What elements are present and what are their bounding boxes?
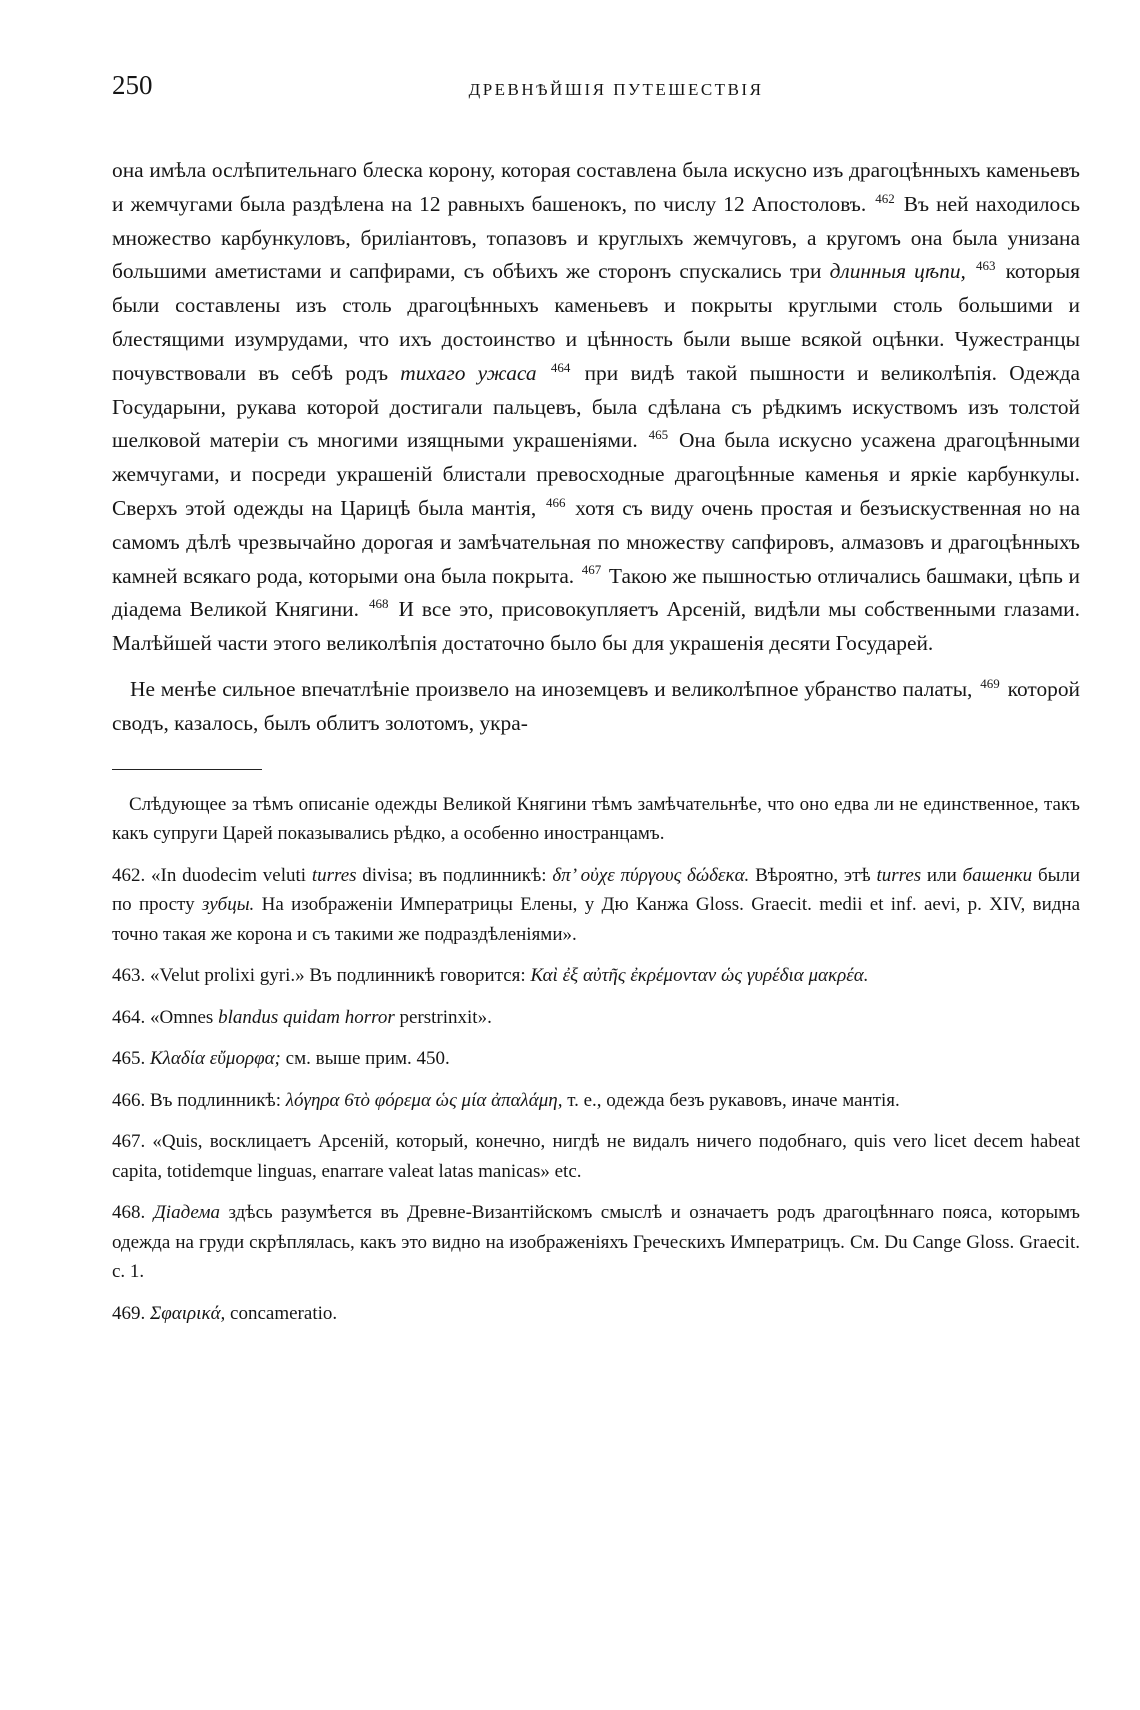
footnote-divider xyxy=(112,769,262,770)
footnotes xyxy=(112,790,1080,1329)
footnote-462: 462. «In duodecim veluti turres divisa; въ подлинникѣ: δπ’ οὐχε πύργους δώδεκα. Вѣроятно, этѣ turres или башенки были по просту зубцы. На изображеніи Императрицы Елены, у Дю Канжа Gloss. Graecit. medii et inf. aevi, p. XIV, видна точно такая же корона и съ такими же подраздѣленіями». xyxy=(112,864,1081,945)
page-header xyxy=(112,70,1080,114)
paragraph-1: она имѣла ослѣпительнаго блеска корону, которая составлена была искусно изъ драгоцѣнныхъ каменьевъ и жемчугами была раздѣлена на 12 равныхъ башенокъ, по числу 12 Апостоловъ. $^{462}$ Въ ней находилось множество карбункуловъ, бриліантовъ, топазовъ и круглыхъ жемчуговъ, а кругомъ она была унизана большими аметистами и сапфирами, съ обѣихъ же сторонъ спускались три длинныя цѣпи, $^{463}$ которыя были составлены изъ столь драгоцѣнныхъ каменьевъ и покрыты круглыми столь большими и блестящими изумрудами, что ихъ достоинство и цѣнность были выше всякой оцѣнки. Чужестранцы почувствовали въ себѣ родъ тихаго ужаса $^{464}$ при видѣ такой пышности и великолѣпія. Одежда Государыни, рукава которой достигали пальцевъ, была сдѣлана съ рѣдкимъ искуствомъ изъ толстой шелковой матеріи съ многими изящными украшеніями. $^{465}$ Она была искусно усажена драгоцѣнными жемчугами, и посреди украшеній блистали превосходные драгоцѣнные каменья и яркіе карбункулы. Сверхъ этой одежды на Царицѣ была мантія, $^{466}$ хотя съ виду очень простая и безъискуственная но на самомъ дѣлѣ чрезвычайно дорогая и замѣчательная по множеству сапфировъ, алмазовъ и драгоцѣнныхъ камней всякаго рода, которыми она была покрыта. $^{467}$ Такою же пышностью отличались башмаки, цѣпь и діадема Великой Княгини. $^{468}$ И все это, присовокупляетъ Арсеній, видѣли мы собственными глазами. Малѣйшей части этого великолѣпія достаточно было бы для украшенія десяти Государей. xyxy=(112,158,1080,656)
footnote-468: 468. Діадема здѣсь разумѣется въ Древне-Византійскомъ смыслѣ и означаетъ родъ драгоцѣннаго пояса, которымъ одежда на груди скрѣплялась, какъ это видно на изображеніяхъ Греческихъ Императрицъ. См. Du Cange Gloss. Graecit. c. 1. xyxy=(112,1202,1080,1283)
running-title: ДРЕВНѢЙШІЯ ПУТЕШЕСТВІЯ xyxy=(468,80,764,99)
footnote-464: 464. «Omnes blandus quidam horror perstrinxit». xyxy=(112,1006,492,1028)
footnote-continuation: Слѣдующее за тѣмъ описаніе одежды Великой Княгини тѣмъ замѣчательнѣе, что оно едва ли не единственное, такъ какъ супруги Царей показывались рѣдко, а особенно иностранцамъ. xyxy=(112,793,1080,845)
footnote-465: 465. Κλαδία εὔμορφα; см. выше прим. 450. xyxy=(112,1048,450,1070)
footnote-ref-463[interactable]: 463 xyxy=(975,258,996,274)
paragraph-2: Не менѣе сильное впечатлѣніе произвело на иноземцевъ и великолѣпное убранство палаты, $^{469}$ которой сводъ, казалось, былъ облитъ золотомъ, укра- xyxy=(112,675,1080,735)
footnote-ref-466[interactable]: 466 xyxy=(545,494,566,510)
footnote-ref-465[interactable]: 465 xyxy=(648,427,669,443)
footnote-467: 467. «Quis, восклицаетъ Арсеній, который, конечно, нигдѣ не видалъ ничего подобнаго, quis vero licet decem habeat capita, totidemque linguas, enarrare valeat latas manicas» etc. xyxy=(112,1131,1080,1182)
main-text xyxy=(112,154,1080,741)
footnote-ref-467[interactable]: 467 xyxy=(581,562,602,578)
footnote-ref-462[interactable]: 462 xyxy=(875,190,895,206)
footnote-469: 469. Σφαιρικά, concameratio. xyxy=(112,1302,338,1324)
footnote-ref-469[interactable]: 469 xyxy=(980,675,1000,691)
page-number: 250 xyxy=(112,70,153,100)
footnote-ref-464[interactable]: 464 xyxy=(550,359,571,375)
footnote-466: 466. Въ подлинникѣ: λόγηρα 6τὸ φόρεμα ὡς μία ἀπαλάμη, т. е., одежда безъ рукавовъ, иначе мантія. xyxy=(112,1089,900,1111)
footnote-ref-468[interactable]: 468 xyxy=(368,596,389,612)
footnote-463: 463. «Velut prolixi gyri.» Въ подлинникѣ говорится: Καὶ ἐξ αὐτῆς ἐκρέμονταν ὡς γυρέδια μακρέα. xyxy=(112,965,869,987)
